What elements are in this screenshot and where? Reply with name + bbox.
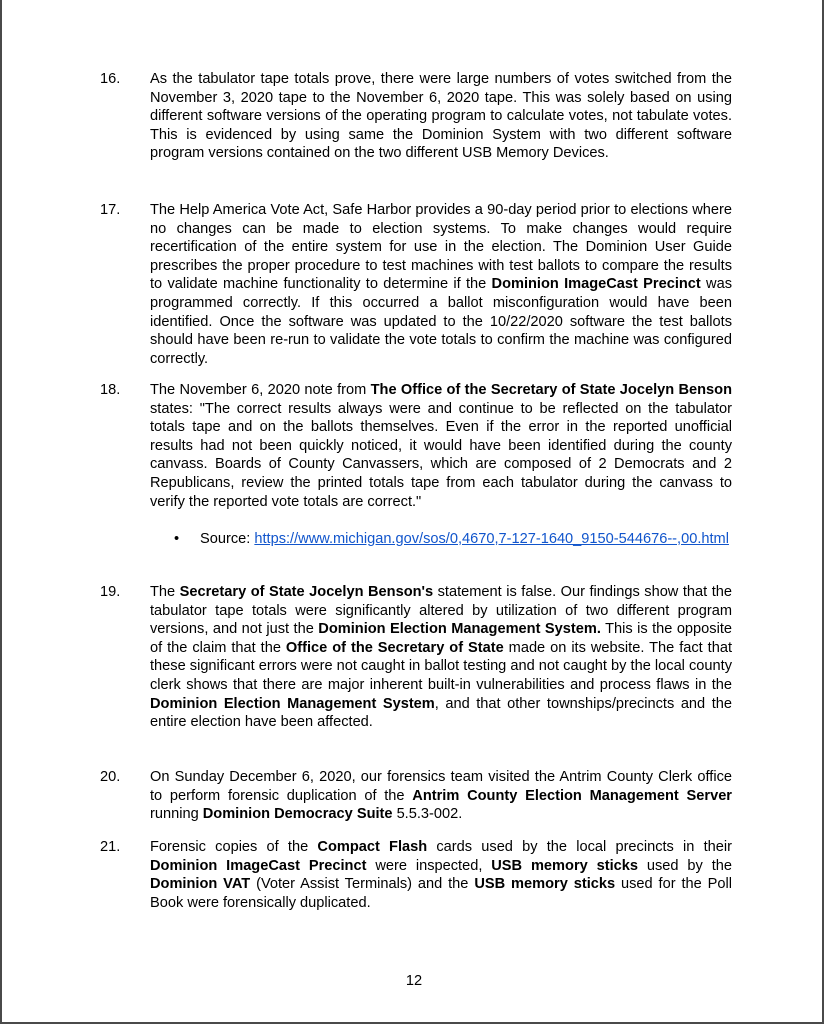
bold-term: Dominion Election Management System bbox=[150, 695, 435, 712]
text-run: cards used by the local precincts in their bbox=[427, 839, 732, 855]
paragraph-20 bbox=[100, 768, 732, 824]
text-run: was programmed correctly. If this occurred a ballot misconfiguration would have been identified. Once the software was updated to the 10/22/2020 software the test ballots should have been re-run to validate the vote totals to confirm the machine was configured correctly. bbox=[150, 276, 732, 367]
bold-term: Secretary of State Jocelyn Benson's bbox=[179, 584, 434, 600]
source-bullet bbox=[174, 530, 744, 549]
bold-term: Office of the Secretary of State bbox=[285, 639, 504, 656]
paragraph-number: 17. bbox=[100, 202, 121, 218]
paragraph-number: 21. bbox=[100, 839, 121, 855]
text-run: were inspected, bbox=[366, 857, 492, 874]
paragraph-16 bbox=[100, 70, 732, 163]
text-run: As the tabulator tape totals prove, there were large numbers of votes switched from the November 3, 2020 tape to the November 6, 2020 tape. This was solely based on using different software versions of the operating program to calculate votes, not tabulate votes. This is evidenced by using same the Dominion System with two different software program versions contained on the two different USB Memory Devices. bbox=[150, 71, 732, 162]
text-run: Forensic copies of the bbox=[150, 839, 318, 855]
paragraph-text bbox=[150, 70, 732, 163]
paragraph-number: 20. bbox=[100, 769, 121, 785]
bold-term: Dominion Election Management System. bbox=[318, 621, 601, 638]
source-label: Source: bbox=[200, 531, 251, 547]
paragraph-17 bbox=[100, 201, 732, 368]
page-number: 12 bbox=[405, 973, 423, 989]
bold-term: Dominion ImageCast Precinct bbox=[150, 857, 367, 874]
text-run: , and that other townships/precincts and the entire election have been affected. bbox=[150, 695, 732, 731]
bold-term: Dominion Democracy Suite bbox=[202, 806, 393, 823]
paragraph-text bbox=[150, 838, 732, 912]
paragraph-18 bbox=[100, 381, 732, 511]
paragraph-number: 16. bbox=[100, 71, 121, 87]
text-run: The bbox=[150, 584, 180, 600]
text-run: states: "The correct results always were and continue to be reflected on the tabulator totals tape and on the ballots themselves. Even if the error in the reported unofficial results had not been quickly noticed, it would have been identified during the county canvass. Boards of County Canvassers, which are composed of 2 Democrats and 2 Republicans, review the printed totals tape from each tabulator during the canvass to verify the reported vote totals are correct." bbox=[150, 400, 732, 510]
paragraph-text bbox=[150, 583, 732, 732]
paragraph-text bbox=[150, 201, 732, 368]
text-run: This is the opposite of the claim that the bbox=[150, 621, 732, 656]
text-run: On Sunday December 6, 2020, our forensics team visited the Antrim County Clerk office to perform forensic duplication of the bbox=[150, 769, 732, 804]
text-run: The November 6, 2020 note from bbox=[150, 382, 371, 398]
text-run: 5.5.3-002. bbox=[392, 806, 463, 823]
text-run: used for the Poll Book were forensically duplicated. bbox=[150, 876, 732, 911]
text-run: made on its website. The fact that these significant errors were not caught in ballot testing and not caught by the local county clerk shows that there are major inherent built-in vulnerabilities and process flaws in the bbox=[150, 639, 733, 693]
text-run: used by the bbox=[638, 857, 732, 874]
paragraph-text bbox=[150, 768, 732, 824]
paragraph-19 bbox=[100, 583, 732, 732]
paragraph-number: 18. bbox=[100, 382, 121, 398]
text-run: running bbox=[150, 806, 203, 823]
source-link[interactable]: https://www.michigan.gov/sos/0,4670,7-127-1640_9150-544676--,00.html bbox=[254, 531, 729, 547]
bullet-icon: • bbox=[174, 531, 180, 547]
bold-term: USB memory sticks bbox=[474, 876, 616, 893]
paragraph-21 bbox=[100, 838, 732, 912]
text-run: The Help America Vote Act, Safe Harbor provides a 90-day period prior to elections where no changes can be made to election systems. To make changes would require recertification of the entire system for use in the election. The Dominion User Guide prescribes the proper procedure to test machines with test ballots to compare the results to validate machine functionality to determine if the bbox=[150, 202, 732, 293]
text-run: statement is false. Our findings show that the tabulator tape totals were significantly altered by utilization of two different program versions, and not just the bbox=[150, 584, 732, 638]
paragraph-text bbox=[150, 381, 732, 511]
text-run: (Voter Assist Terminals) and the bbox=[250, 876, 475, 893]
bold-term: The Office of the Secretary of State Jocelyn Benson bbox=[370, 382, 732, 398]
bold-term: Compact Flash bbox=[317, 839, 428, 855]
bold-term: Dominion ImageCast Precinct bbox=[491, 276, 701, 293]
bold-term: Antrim County Election Management Server bbox=[412, 787, 732, 804]
bold-term: USB memory sticks bbox=[491, 857, 638, 874]
paragraph-number: 19. bbox=[100, 584, 121, 600]
bold-term: Dominion VAT bbox=[150, 876, 251, 893]
